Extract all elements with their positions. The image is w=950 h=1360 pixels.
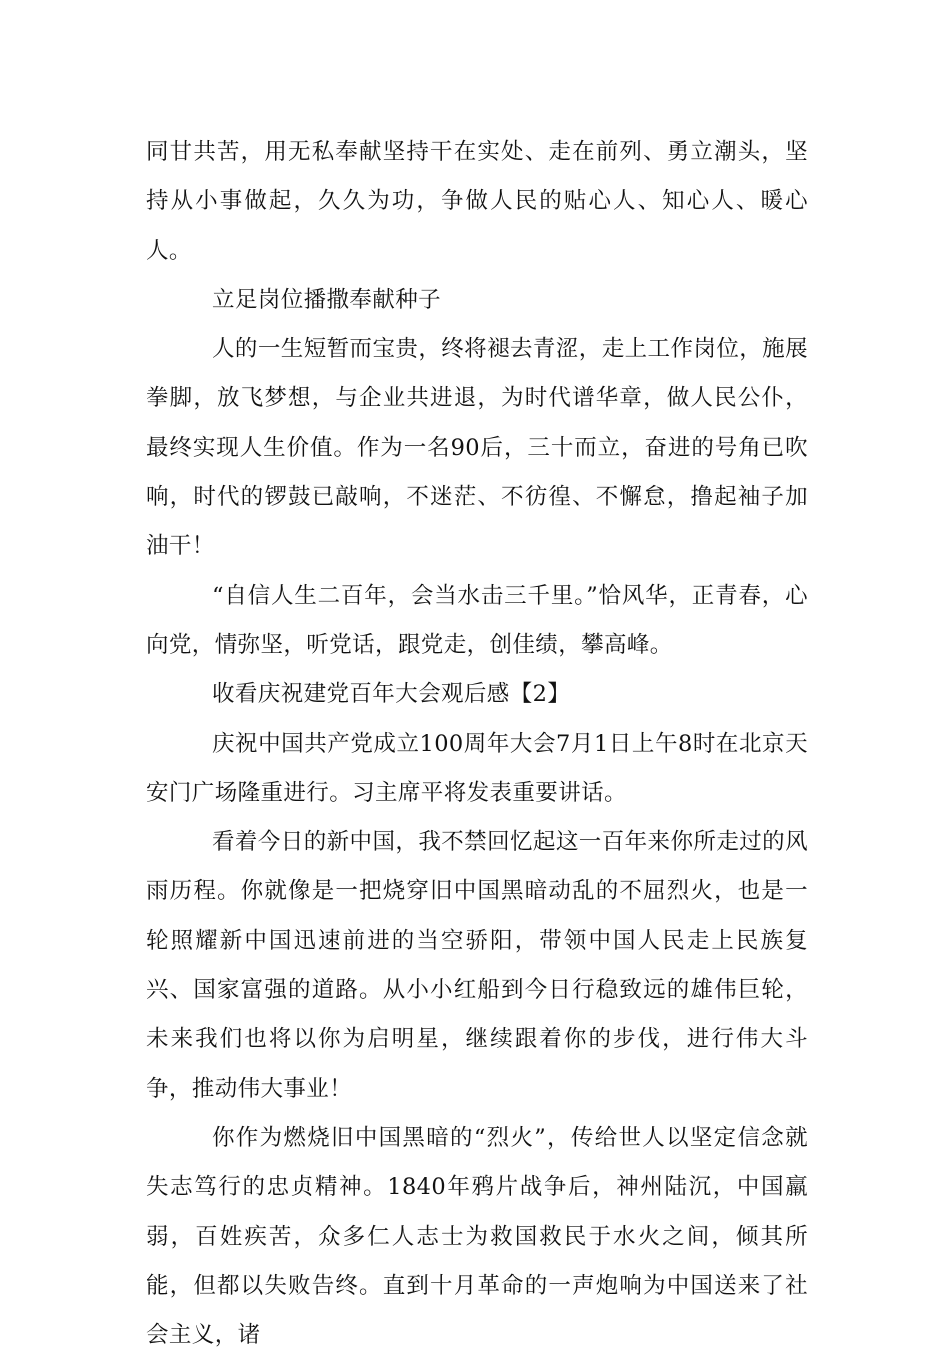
article-title: 收看庆祝建党百年大会观后感【2】 <box>212 681 571 708</box>
document-body <box>146 128 808 1360</box>
paragraph: 看着今日的新中国，我不禁回忆起这一百年来你所走过的风雨历程。你就像是一把烧穿旧中国黑暗动乱的不屈烈火，也是一轮照耀新中国迅速前进的当空骄阳，带领中国人民走上民族复兴、国家富强的道路。从小小红船到今日行稳致远的雄伟巨轮，未来我们也将以你为启明星，继续跟着你的步伐，进行伟大斗争，推动伟大事业！ <box>146 829 808 1102</box>
paragraph: 人的一生短暂而宝贵，终将褪去青涩，走上工作岗位，施展拳脚，放飞梦想，与企业共进退，为时代谱华章，做人民公仆，最终实现人生价值。作为一名90后，三十而立，奋进的号角已吹响，时代的锣鼓已敲响，不迷茫、不彷徨、不懈怠，撸起袖子加油干！ <box>146 336 808 560</box>
paragraph: 你作为燃烧旧中国黑暗的“烈火”，传给世人以坚定信念就失志笃行的忠贞精神。1840年鸦片战争后，神州陆沉，中国羸弱，百姓疾苦，众多仁人志士为救国救民于水火之间，倾其所能，但都以失败告终。直到十月革命的一声炮响为中国送来了社会主义，诸 <box>146 1124 808 1349</box>
section-heading: 立足岗位播撒奉献种子 <box>212 286 442 313</box>
paragraph-quote: “自信人生二百年，会当水击三千里。”恰风华，正青春，心向党，情弥坚，听党话，跟党走，创佳绩，攀高峰。 <box>146 582 808 658</box>
paragraph: 庆祝中国共产党成立100周年大会7月1日上午8时在北京天安门广场隆重进行。习主席平将发表重要讲话。 <box>146 730 808 806</box>
paragraph-continuation: 同甘共苦，用无私奉献坚持干在实处、走在前列、勇立潮头，坚持从小事做起，久久为功，争做人民的贴心人、知心人、暖心人。 <box>146 139 808 264</box>
